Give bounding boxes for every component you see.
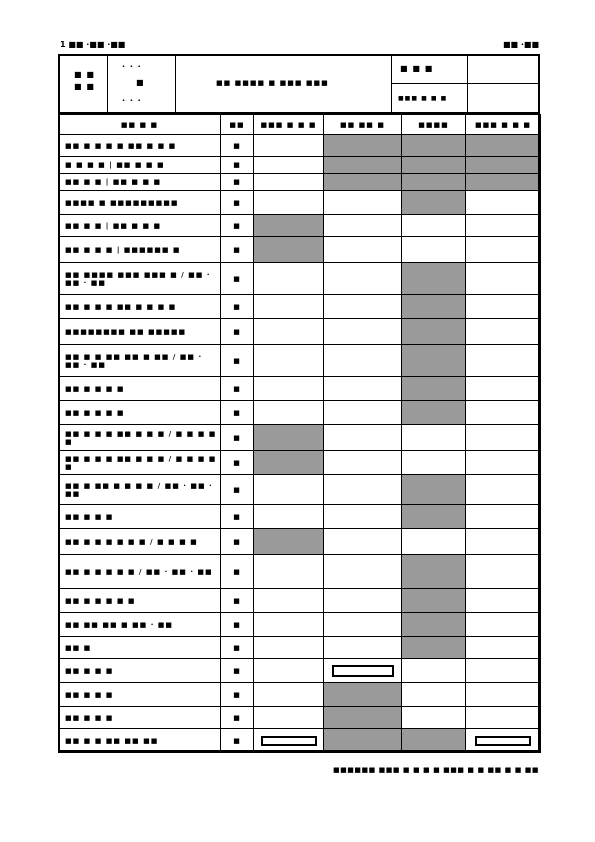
stamp-line-2: ■ ■	[74, 82, 95, 91]
table-row	[59, 191, 541, 215]
cell-c	[402, 401, 466, 425]
cell-a[interactable]	[254, 659, 324, 683]
cell-b[interactable]	[324, 425, 402, 451]
row-label: ■■ ■	[59, 637, 221, 659]
row-label: ■■ ■ ■ | ■■ ■ ■ ■	[59, 215, 221, 237]
cell-c[interactable]	[402, 451, 466, 475]
cell-a[interactable]	[254, 589, 324, 613]
row-count: ■	[221, 345, 254, 377]
cell-a	[254, 451, 324, 475]
right-label-bottom	[392, 84, 468, 112]
row-count: ■	[221, 263, 254, 295]
row-count: ■	[221, 555, 254, 589]
table-row	[59, 707, 541, 729]
col-header-item: ■■ ■ ■	[59, 115, 221, 135]
cell-b[interactable]	[324, 377, 402, 401]
row-count: ■	[221, 174, 254, 191]
row-count: ■	[221, 377, 254, 401]
cell-d[interactable]	[466, 263, 541, 295]
cell-b[interactable]	[324, 613, 402, 637]
table-row	[59, 529, 541, 555]
cell-b	[324, 174, 402, 191]
cell-c	[402, 613, 466, 637]
seal-dots-top: · · ·	[122, 62, 142, 71]
inspection-table	[58, 114, 541, 753]
cell-a[interactable]	[254, 707, 324, 729]
cell-a[interactable]	[254, 135, 324, 157]
table-row	[59, 215, 541, 237]
cell-c	[402, 345, 466, 377]
cell-b[interactable]	[324, 529, 402, 555]
seal-box	[108, 56, 176, 112]
row-label: ■■ ■ ■■ ■ ■ ■ ■ / ■■ · ■■ · ■■	[59, 475, 221, 505]
col-header-b: ■■ ■■ ■	[324, 115, 402, 135]
page-marker: ■■ ·■■	[502, 40, 539, 49]
cell-d	[466, 157, 541, 174]
row-count: ■	[221, 215, 254, 237]
row-count: ■	[221, 191, 254, 215]
row-count: ■	[221, 637, 254, 659]
cell-c	[402, 555, 466, 589]
cell-b[interactable]	[324, 295, 402, 319]
row-count: ■	[221, 319, 254, 345]
table-row	[59, 425, 541, 451]
table-row	[59, 263, 541, 295]
cell-b[interactable]	[324, 475, 402, 505]
cell-a[interactable]	[254, 377, 324, 401]
form-header	[58, 54, 540, 114]
cell-d[interactable]	[466, 475, 541, 505]
cell-d[interactable]	[466, 191, 541, 215]
cell-b[interactable]	[324, 319, 402, 345]
row-count: ■	[221, 451, 254, 475]
cell-c	[402, 191, 466, 215]
table-row	[59, 157, 541, 174]
cell-a[interactable]	[254, 637, 324, 659]
cell-b	[324, 729, 402, 753]
cell-d[interactable]	[466, 319, 541, 345]
cell-a[interactable]	[254, 263, 324, 295]
cell-a[interactable]	[254, 729, 324, 753]
entry-box[interactable]	[261, 736, 317, 746]
entry-box[interactable]	[475, 736, 531, 746]
right-label-top	[392, 56, 468, 84]
row-label: ■■ ■ ■ ■ ■	[59, 401, 221, 425]
row-label: ■■ ■ ■ ■■ ■■ ■ ■■ / ■■ · ■■ · ■■	[59, 345, 221, 377]
cell-d[interactable]	[466, 425, 541, 451]
row-count: ■	[221, 425, 254, 451]
row-count: ■	[221, 135, 254, 157]
table-row	[59, 174, 541, 191]
seal-dots-bottom: · · ·	[122, 96, 142, 105]
cell-c[interactable]	[402, 237, 466, 263]
cell-b[interactable]	[324, 451, 402, 475]
row-count: ■	[221, 589, 254, 613]
cell-c	[402, 637, 466, 659]
row-label: ■ ■ ■ ■ | ■■ ■ ■ ■	[59, 157, 221, 174]
cell-b[interactable]	[324, 637, 402, 659]
cell-b	[324, 135, 402, 157]
cell-c[interactable]	[402, 425, 466, 451]
cell-b[interactable]	[324, 401, 402, 425]
row-label: ■■ ■ ■ ■■ ■■ ■■	[59, 729, 221, 753]
cell-d	[466, 135, 541, 157]
page-title: ■■ ■■■■ ■ ■■■ ■■■	[216, 79, 329, 87]
cell-c	[402, 135, 466, 157]
cell-a[interactable]	[254, 157, 324, 174]
row-label: ■■ ■ ■ ■	[59, 707, 221, 729]
stamp-box	[60, 56, 108, 112]
cell-d[interactable]	[466, 555, 541, 589]
row-label: ■■ ■ ■ ■	[59, 683, 221, 707]
cell-d[interactable]	[466, 345, 541, 377]
row-label: ■■ ■ ■ ■ ■ ■ / ■■ · ■■ · ■■	[59, 555, 221, 589]
col-header-d: ■■■ ■ ■ ■	[466, 115, 541, 135]
cell-a	[254, 237, 324, 263]
cell-a[interactable]	[254, 319, 324, 345]
table-row	[59, 319, 541, 345]
col-header-c: ■■■■	[402, 115, 466, 135]
cell-a[interactable]	[254, 295, 324, 319]
column-header-row	[59, 115, 541, 135]
cell-a[interactable]	[254, 475, 324, 505]
row-label: ■■ ■ ■ | ■■ ■ ■ ■	[59, 174, 221, 191]
cell-c	[402, 589, 466, 613]
cell-c	[402, 475, 466, 505]
cell-a[interactable]	[254, 345, 324, 377]
cell-b	[324, 683, 402, 707]
row-count: ■	[221, 613, 254, 637]
row-count: ■	[221, 237, 254, 263]
row-label: ■■ ■ ■ ■ ■■ ■ ■ ■ ■	[59, 295, 221, 319]
cell-d[interactable]	[466, 237, 541, 263]
cell-c[interactable]	[402, 659, 466, 683]
cell-d[interactable]	[466, 613, 541, 637]
cell-a[interactable]	[254, 555, 324, 589]
cell-b[interactable]	[324, 589, 402, 613]
cell-c	[402, 729, 466, 753]
cell-c	[402, 157, 466, 174]
row-count: ■	[221, 157, 254, 174]
row-label: ■■ ■ ■ ■ ■ ■ ■ / ■ ■ ■ ■	[59, 529, 221, 555]
seal-mark: ■	[136, 78, 145, 87]
table-row	[59, 683, 541, 707]
cell-d	[466, 174, 541, 191]
cell-c	[402, 263, 466, 295]
row-count: ■	[221, 475, 254, 505]
table-row	[59, 555, 541, 589]
row-count: ■	[221, 659, 254, 683]
cell-d[interactable]	[466, 707, 541, 729]
entry-box[interactable]	[332, 665, 394, 677]
row-label: ■■ ■■■■ ■■■ ■■■ ■ / ■■ · ■■ · ■■	[59, 263, 221, 295]
cell-b	[324, 157, 402, 174]
cell-b[interactable]	[324, 191, 402, 215]
cell-a[interactable]	[254, 191, 324, 215]
title-box	[176, 56, 392, 112]
row-count: ■	[221, 707, 254, 729]
table-row	[59, 295, 541, 319]
cell-a	[254, 425, 324, 451]
cell-d[interactable]	[466, 729, 541, 753]
row-label: ■■ ■ ■ ■ ■	[59, 377, 221, 401]
table-row	[59, 475, 541, 505]
row-label: ■■ ■ ■ ■ ■ ■■ ■ ■ ■	[59, 135, 221, 157]
cell-b	[324, 707, 402, 729]
cell-b[interactable]	[324, 555, 402, 589]
cell-d[interactable]	[466, 505, 541, 529]
table-row	[59, 589, 541, 613]
cell-c[interactable]	[402, 683, 466, 707]
table-row	[59, 729, 541, 753]
cell-a	[254, 215, 324, 237]
col-header-a: ■■■ ■ ■ ■	[254, 115, 324, 135]
row-label: ■■ ■ ■ ■ ■■ ■ ■ ■ / ■ ■ ■ ■ ■	[59, 425, 221, 451]
row-count: ■	[221, 295, 254, 319]
form-number: 1 ■■ ·■■ ·■■	[60, 40, 126, 49]
row-label: ■■ ■■ ■■ ■ ■■ · ■■	[59, 613, 221, 637]
cell-c	[402, 174, 466, 191]
table-row	[59, 637, 541, 659]
cell-c[interactable]	[402, 215, 466, 237]
right-value-bottom[interactable]	[468, 84, 538, 112]
table-row	[59, 237, 541, 263]
cell-d[interactable]	[466, 451, 541, 475]
table-row	[59, 659, 541, 683]
cell-d[interactable]	[466, 637, 541, 659]
table-row	[59, 613, 541, 637]
footer-note: ■■■■■■ ■■■ ■ ■ ■ ■ ■■■ ■ ■ ■■ ■ ■ ■■	[333, 766, 539, 774]
row-count: ■	[221, 401, 254, 425]
table-row	[59, 135, 541, 157]
row-label: ■■ ■ ■ ■	[59, 505, 221, 529]
table-row	[59, 505, 541, 529]
cell-d[interactable]	[466, 529, 541, 555]
cell-b[interactable]	[324, 215, 402, 237]
row-label: ■■ ■ ■ ■ ■ ■	[59, 589, 221, 613]
row-count: ■	[221, 529, 254, 555]
table-row	[59, 345, 541, 377]
cell-b[interactable]	[324, 505, 402, 529]
cell-b[interactable]	[324, 659, 402, 683]
cell-b[interactable]	[324, 263, 402, 295]
table-row	[59, 377, 541, 401]
cell-a	[254, 529, 324, 555]
cell-c	[402, 377, 466, 401]
cell-a[interactable]	[254, 401, 324, 425]
row-label: ■■■■■■■■ ■■ ■■■■■	[59, 319, 221, 345]
right-value-top[interactable]	[468, 56, 538, 84]
cell-a[interactable]	[254, 174, 324, 191]
col-header-count: ■■	[221, 115, 254, 135]
cell-a[interactable]	[254, 613, 324, 637]
table-row	[59, 401, 541, 425]
cell-c	[402, 319, 466, 345]
cell-c[interactable]	[402, 707, 466, 729]
cell-d[interactable]	[466, 295, 541, 319]
row-count: ■	[221, 505, 254, 529]
table-row	[59, 451, 541, 475]
row-label: ■■ ■ ■ ■ ■■ ■ ■ ■ / ■ ■ ■ ■ ■	[59, 451, 221, 475]
row-label: ■■ ■ ■ ■ | ■■■■■■ ■	[59, 237, 221, 263]
row-label: ■■ ■ ■ ■	[59, 659, 221, 683]
row-label: ■■■■ ■ ■■■■■■■■■	[59, 191, 221, 215]
cell-d[interactable]	[466, 401, 541, 425]
stamp-line-1: ■ ■	[74, 70, 95, 79]
cell-d[interactable]	[466, 659, 541, 683]
row-count: ■	[221, 729, 254, 753]
cell-c	[402, 295, 466, 319]
cell-a[interactable]	[254, 505, 324, 529]
cell-d[interactable]	[466, 589, 541, 613]
right-top-label: ■ ■ ■	[400, 64, 434, 73]
row-count: ■	[221, 683, 254, 707]
right-bottom-label: ■■■ ■ ■ ■	[398, 95, 448, 102]
cell-b[interactable]	[324, 237, 402, 263]
cell-d[interactable]	[466, 377, 541, 401]
cell-b[interactable]	[324, 345, 402, 377]
cell-d[interactable]	[466, 215, 541, 237]
cell-a[interactable]	[254, 683, 324, 707]
cell-c	[402, 505, 466, 529]
cell-c[interactable]	[402, 529, 466, 555]
cell-d[interactable]	[466, 683, 541, 707]
